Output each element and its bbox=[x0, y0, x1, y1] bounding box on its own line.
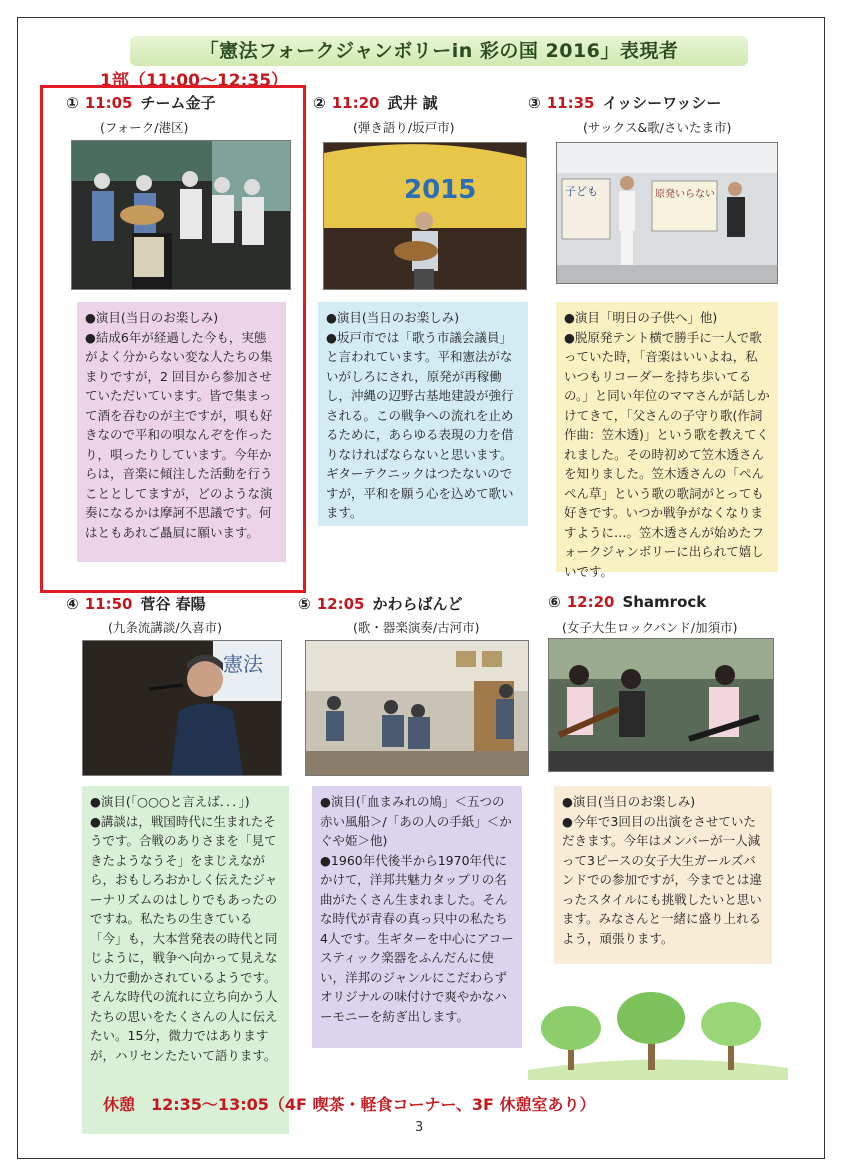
performer-number: ⑥ bbox=[548, 593, 561, 611]
page-number: 3 bbox=[415, 1120, 424, 1135]
program-line: ●演目(当日のお楽しみ) bbox=[85, 310, 219, 325]
performer-6-description bbox=[554, 786, 772, 964]
performer-4-heading bbox=[66, 593, 206, 614]
performer-number: ⑤ bbox=[298, 595, 311, 613]
performer-name: かわらばんど bbox=[372, 595, 463, 613]
break-notice: 休憩 12:35〜13:05（4F 喫茶・軽食コーナー、3F 休憩室あり） bbox=[103, 1095, 596, 1114]
performer-3-heading bbox=[528, 92, 721, 113]
performer-6-genre: (女子大生ロックバンド/加須市) bbox=[562, 620, 738, 635]
description-text: ●結成6年が経過した今も，実態がよく分からない変な人たちの集まりですが，2 回目から参加させていただいています。皆で集まって酒を吞むのが主ですが，唄も好きなので平和の唄なんぞを作ったり，唄ったりしています。今年からは，音楽に傾注した活動を行うこととしてますが，どのような演奏になるかは摩訶不思議です。何はともあれご贔屓に願います。 bbox=[85, 329, 273, 540]
trees-illustration bbox=[528, 990, 788, 1084]
program-line: ●演目(当日のお楽しみ) bbox=[326, 310, 460, 325]
performer-time: 11:05 bbox=[84, 94, 133, 112]
photo-banner-text: 原発いらない bbox=[655, 189, 715, 200]
performer-name: イッシーワッシー bbox=[602, 94, 722, 112]
performer-4-photo bbox=[82, 640, 282, 776]
performer-5-description bbox=[312, 786, 522, 1048]
program-line: ●演目(「○○○と言えば．．．」) bbox=[90, 794, 250, 809]
performer-name: 菅谷 春陽 bbox=[140, 595, 206, 613]
performer-2-heading bbox=[313, 92, 438, 113]
performer-name: Shamrock bbox=[622, 593, 707, 611]
performer-2-description bbox=[318, 302, 528, 526]
description-text: ●脱原発テント横で勝手に一人で歌っていた時，「音楽はいいよね，私いつもリコーダーを持ち歩いてるの。」と同い年位のママさんが話しかけてきて，「父さんの子守り歌(作詞作曲：笠木透)」という歌を教えてくれました。その時初めて笠木透さんを知りました。笠木透さんの「ぺんぺん草」という歌の歌詞がとっても好きです。いつか戦争がなくなりますように…。笠木透さんが始めたフォークジャンボリーに出られて嬉しいです。 bbox=[564, 329, 770, 579]
performer-3-photo bbox=[556, 142, 778, 284]
performer-name: 武井 誠 bbox=[387, 94, 438, 112]
photo-banner-text: 憲法 bbox=[223, 652, 263, 676]
performer-6-photo bbox=[548, 638, 774, 772]
photo-banner-text: 2015 bbox=[404, 175, 477, 205]
performer-number: ① bbox=[66, 94, 79, 112]
description-text: ●坂戸市では「歌う市議会議員」と言われています。平和憲法がないがしろにされ，原発が再稼働し，沖縄の辺野古基地建設が強行される。この戦争への流れを止めるために，あらゆる表現の力を借りなければならないと思います。ギターテクニックはつたないのですが，平和を願う心を込めて歌います。 bbox=[326, 329, 514, 520]
performer-6-heading bbox=[548, 593, 706, 611]
performer-time: 11:50 bbox=[84, 595, 133, 613]
description-text: ●今年で3回目の出演をさせていただきます。今年はメンバーが一人減って3ピースの女子大生ガールズバンドでの参加ですが，今までとは違ったスタイルにも挑戦したいと思います。みなさんと一緒に盛り上れるよう，頑張ります。 bbox=[562, 813, 763, 946]
performer-2-photo bbox=[323, 142, 527, 290]
performer-name: チーム金子 bbox=[140, 94, 216, 112]
performer-1-genre: (フォーク/港区) bbox=[100, 120, 189, 135]
page-title: 「憲法フォークジャンボリーin 彩の国 2016」表現者 bbox=[199, 40, 679, 62]
performer-time: 11:20 bbox=[331, 94, 380, 112]
description-text: ●1960年代後半から1970年代にかけて，洋邦共魅力タップリの名曲がたくさん生まれました。そんな時代が青春の真っ只中の私たち4人です。生ギターを中心にアコースティック楽器をふんだんに使い，洋邦のジャンルにこだわらずオリジナルの味付けで爽やかなハーモニーを紡ぎ出します。 bbox=[320, 852, 514, 1024]
performer-5-photo bbox=[305, 640, 529, 776]
performer-5-genre: (歌・器楽演奏/古河市) bbox=[353, 620, 480, 635]
section-heading: 1部（11:00〜12:35） bbox=[100, 71, 289, 91]
performer-time: 12:20 bbox=[566, 593, 615, 611]
performer-4-genre: (九条流講談/久喜市) bbox=[108, 620, 222, 635]
highlight-box bbox=[40, 85, 306, 593]
performer-time: 11:35 bbox=[546, 94, 595, 112]
program-line: ●演目(当日のお楽しみ) bbox=[562, 794, 696, 809]
description-text: ●講談は，戦国時代に生まれたそうです。合戦のありさまを「見てきたようなうそ」をまじえながら，おもしろおかしく伝えたジャーナリズムのはしりでもあったのですね。私たちの生きている「今」も，大本営発表の時代と同じように，戦争へ向かって見えない力で動かされているようです。そんな時代の流れに立ち向かう人たちの思いをたくさんの人に伝えたい。15分，微力ではありますが，ハリセンたたいて語ります。 bbox=[90, 813, 278, 1063]
performer-number: ④ bbox=[66, 595, 79, 613]
performer-2-genre: (弾き語り/坂戸市) bbox=[353, 120, 455, 135]
performer-number: ③ bbox=[528, 94, 541, 112]
performer-3-description bbox=[556, 302, 778, 579]
performer-time: 12:05 bbox=[316, 595, 365, 613]
performer-3-genre: (サックス&歌/さいたま市) bbox=[583, 120, 732, 135]
performer-number: ② bbox=[313, 94, 326, 112]
program-line: ●演目「明日の子供へ」他) bbox=[564, 310, 718, 325]
program-line: ●演目(「血まみれの鳩」＜五つの赤い風船＞/「あの人の手紙」＜かぐや姫＞他) bbox=[320, 794, 512, 848]
performer-5-heading bbox=[298, 593, 462, 614]
photo-banner-text: 子ども bbox=[565, 185, 598, 198]
performer-4-description bbox=[82, 786, 289, 1134]
